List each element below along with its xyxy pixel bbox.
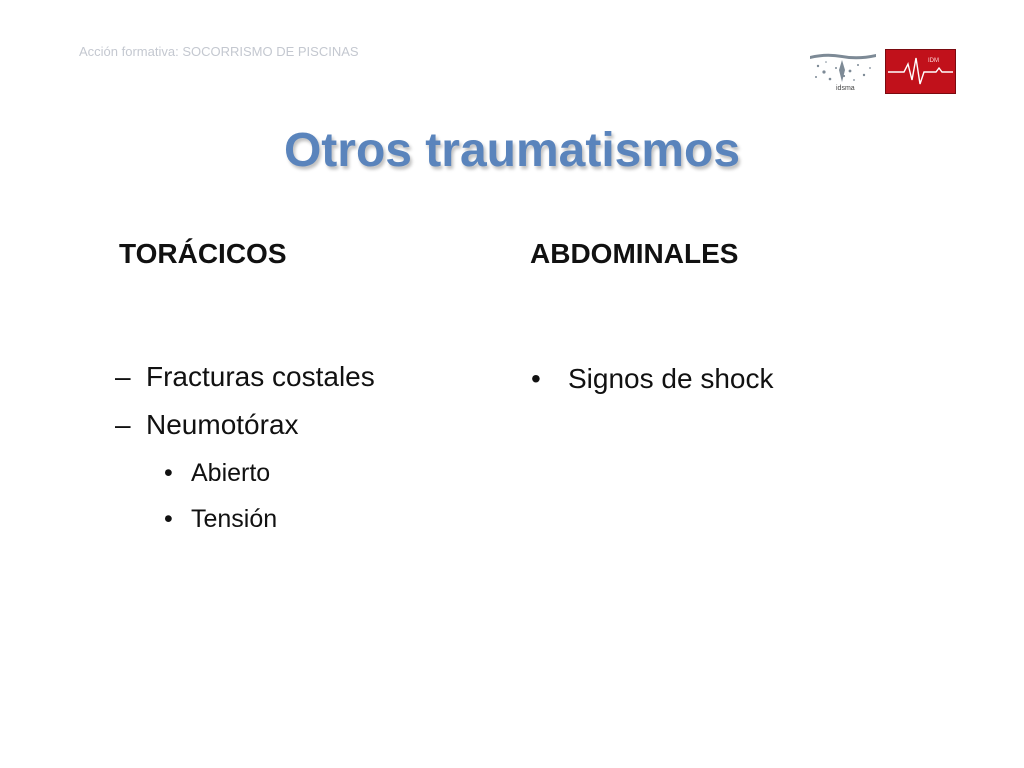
list-item-label: Fracturas costales: [146, 361, 375, 392]
bullet-marker: •: [164, 459, 173, 487]
list-item: [164, 456, 464, 502]
list-item-label: Tensión: [191, 505, 278, 533]
bullet-marker: •: [531, 363, 541, 394]
water-logo-text: idsma: [836, 85, 855, 92]
list-item: [164, 502, 464, 548]
list-item: [115, 360, 495, 408]
list-item: [115, 408, 495, 456]
slide-title: Otros traumatismos: [283, 124, 741, 177]
idm-logo: [885, 49, 956, 94]
water-logo: [806, 46, 880, 94]
thoracic-heading: TORÁCICOS: [119, 238, 287, 269]
thoracic-list: [115, 360, 495, 456]
heartbeat-icon: [886, 50, 955, 93]
list-item: [531, 362, 911, 410]
pneumothorax-sublist: [164, 456, 464, 548]
list-item-label: Signos de shock: [568, 363, 774, 394]
list-item-label: Neumotórax: [146, 409, 299, 440]
bullet-marker: •: [164, 505, 173, 533]
dash-marker: –: [115, 361, 131, 392]
course-note: Acción formativa: SOCORRISMO DE PISCINAS: [79, 44, 359, 59]
abdominal-heading: ABDOMINALES: [530, 238, 739, 269]
idm-logo-text: IDM: [928, 58, 939, 64]
list-item-label: Abierto: [191, 459, 271, 487]
abdominal-list: [531, 362, 911, 410]
dash-marker: –: [115, 409, 131, 440]
